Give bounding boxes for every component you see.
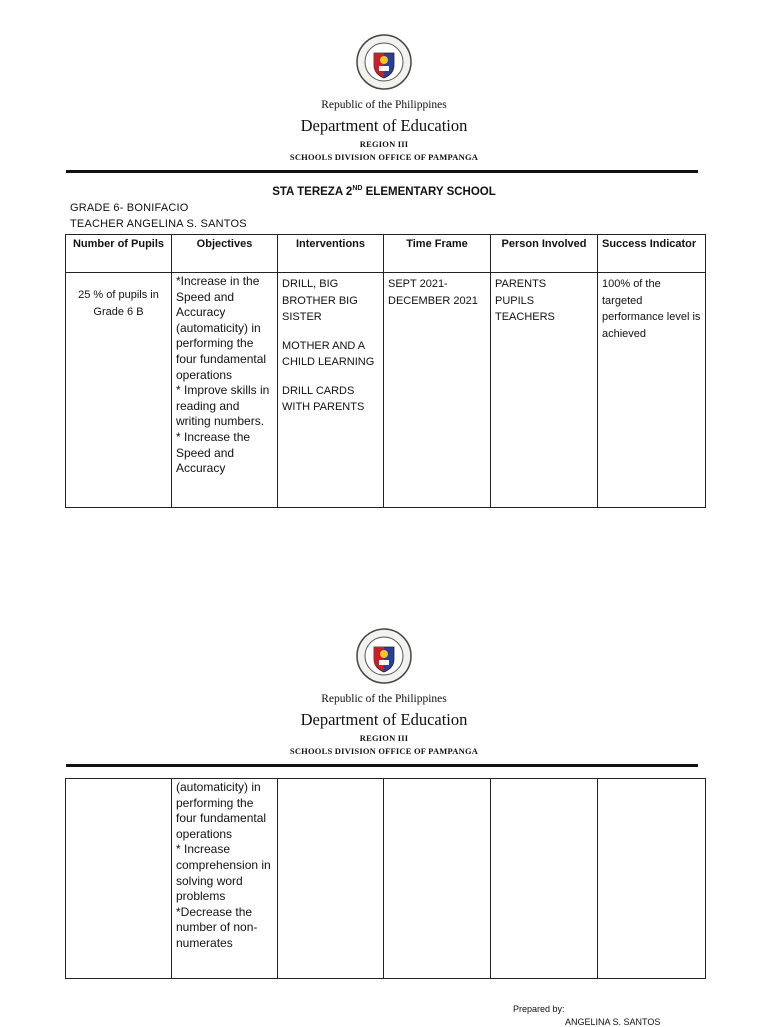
cell-success-indicator xyxy=(598,779,706,979)
cell-success-indicator: 100% of the targeted performance level is achieved xyxy=(598,273,706,508)
objective-item: *Increase in the Speed and Accuracy (automaticity) in performing the four fundamental operations xyxy=(176,274,267,382)
intervention-table xyxy=(65,234,706,508)
department-title: Department of Education xyxy=(300,710,468,729)
division-line: SCHOOLS DIVISION OFFICE OF PAMPANGA xyxy=(289,746,479,756)
intervention-item: MOTHER AND A CHILD LEARNING xyxy=(282,339,375,368)
school-name: STA TEREZA 2ND ELEMENTARY SCHOOL xyxy=(272,185,496,198)
region-line: REGION III xyxy=(359,733,409,743)
cell-interventions xyxy=(278,779,384,979)
region-line: REGION III xyxy=(359,139,409,149)
header-person-involved: Person Involved xyxy=(491,235,598,273)
intervention-item: DRILL CARDS WITH PARENTS xyxy=(282,384,365,413)
cell-time-frame: SEPT 2021- DECEMBER 2021 xyxy=(384,273,491,508)
objective-item: * Increase the Speed and Accuracy xyxy=(176,429,251,476)
cell-pupils: 25 % of pupils in Grade 6 B xyxy=(66,273,172,508)
cell-persons xyxy=(491,779,598,979)
header-number-of-pupils: Number of Pupils xyxy=(66,235,172,273)
prepared-by-name: ANGELINA S. SANTOS xyxy=(565,1017,661,1027)
header-time-frame: Time Frame xyxy=(384,235,491,273)
person-item: PUPILS xyxy=(495,294,535,307)
cell-pupils xyxy=(66,779,172,979)
person-item: PARENTS xyxy=(495,278,547,290)
grade-line: GRADE 6- BONIFACIO xyxy=(70,202,189,214)
cell-persons xyxy=(491,273,598,508)
continuation-table xyxy=(65,778,706,979)
cell-objectives xyxy=(172,779,278,979)
prepared-by-label: Prepared by: xyxy=(513,1004,565,1014)
table-row xyxy=(66,779,706,979)
header-objectives: Objectives xyxy=(172,235,278,273)
objective-item: *Decrease the number of non-numerates xyxy=(176,904,258,950)
republic-line: Republic of the Philippines xyxy=(321,693,447,705)
cell-interventions xyxy=(278,273,384,508)
department-title: Department of Education xyxy=(300,116,468,135)
table-header-row xyxy=(66,235,706,273)
header-success-indicator: Success Indicator xyxy=(598,235,706,273)
cell-time-frame xyxy=(384,779,491,979)
teacher-line: TEACHER ANGELINA S. SANTOS xyxy=(70,218,247,230)
header-rule xyxy=(66,170,698,173)
objective-item: * Increase comprehension in solving word problems xyxy=(176,842,271,904)
objective-item: (automaticity) in performing the four fundamental operations xyxy=(176,780,267,841)
header-rule xyxy=(66,764,698,767)
table-row xyxy=(66,273,706,508)
cell-objectives xyxy=(172,273,278,508)
objective-item: * Improve skills in reading and writing numbers. xyxy=(176,383,270,429)
deped-seal-logo xyxy=(355,33,413,91)
division-line: SCHOOLS DIVISION OFFICE OF PAMPANGA xyxy=(289,152,479,162)
intervention-item: DRILL, BIG BROTHER BIG SISTER xyxy=(282,278,358,323)
person-item: TEACHERS xyxy=(495,311,555,323)
republic-line: Republic of the Philippines xyxy=(321,99,447,111)
header-interventions: Interventions xyxy=(278,235,384,273)
deped-seal-logo xyxy=(355,627,413,685)
